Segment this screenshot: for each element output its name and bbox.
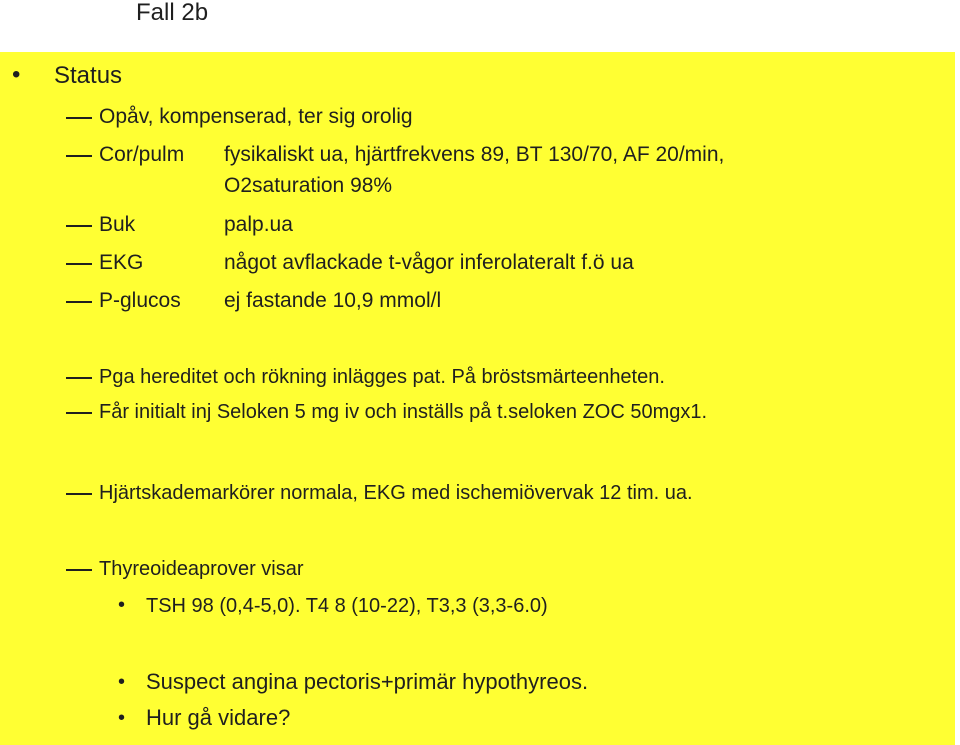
bullet-icon: • (118, 594, 126, 616)
slide-title: Fall 2b (136, 0, 209, 26)
dash-icon (66, 155, 92, 157)
conclusion-diagnosis: Suspect angina pectoris+primär hypothyreos. (146, 669, 589, 694)
finding-label-p-glucos: P-glucos (99, 289, 181, 312)
dash-icon (66, 493, 92, 495)
finding-label-buk: Buk (99, 213, 136, 236)
finding-label-cor-pulm: Cor/pulm (99, 143, 185, 166)
bullet-icon: • (118, 671, 126, 693)
conclusion-question: Hur gå vidare? (146, 705, 291, 730)
dash-icon (66, 117, 92, 119)
note-markers: Hjärtskademarkörer normala, EKG med ischemiövervak 12 tim. ua. (99, 482, 693, 504)
finding-value-ekg: något avflackade t-vågor inferolateralt f.ö ua (224, 251, 634, 274)
finding-value-cor-pulm: fysikaliskt ua, hjärtfrekvens 89, BT 130/70, AF 20/min, (224, 143, 725, 166)
thyroid-result: TSH 98 (0,4-5,0). T4 8 (10-22), T3,3 (3,3-6.0) (146, 595, 548, 617)
dash-icon (66, 412, 92, 414)
finding-label-ekg: EKG (99, 251, 144, 274)
dash-icon (66, 301, 92, 303)
note-admission: Pga hereditet och rökning inlägges pat. På bröstsmärteenheten. (99, 366, 665, 388)
dash-icon (66, 377, 92, 379)
finding-value-p-glucos: ej fastande 10,9 mmol/l (224, 289, 442, 312)
dash-icon (66, 569, 92, 571)
dash-icon (66, 263, 92, 265)
bullet-icon: • (118, 707, 126, 729)
finding-general: Opåv, kompenserad, ter sig orolig (99, 105, 413, 128)
finding-value-o2sat: O2saturation 98% (224, 174, 393, 197)
note-treatment: Får initialt inj Seloken 5 mg iv och inställs på t.seloken ZOC 50mgx1. (99, 401, 708, 423)
finding-value-buk: palp.ua (224, 213, 293, 236)
note-thyroid: Thyreoideaprover visar (99, 558, 304, 580)
status-heading: Status (54, 62, 123, 89)
bullet-icon: • (12, 61, 21, 88)
dash-icon (66, 225, 92, 227)
